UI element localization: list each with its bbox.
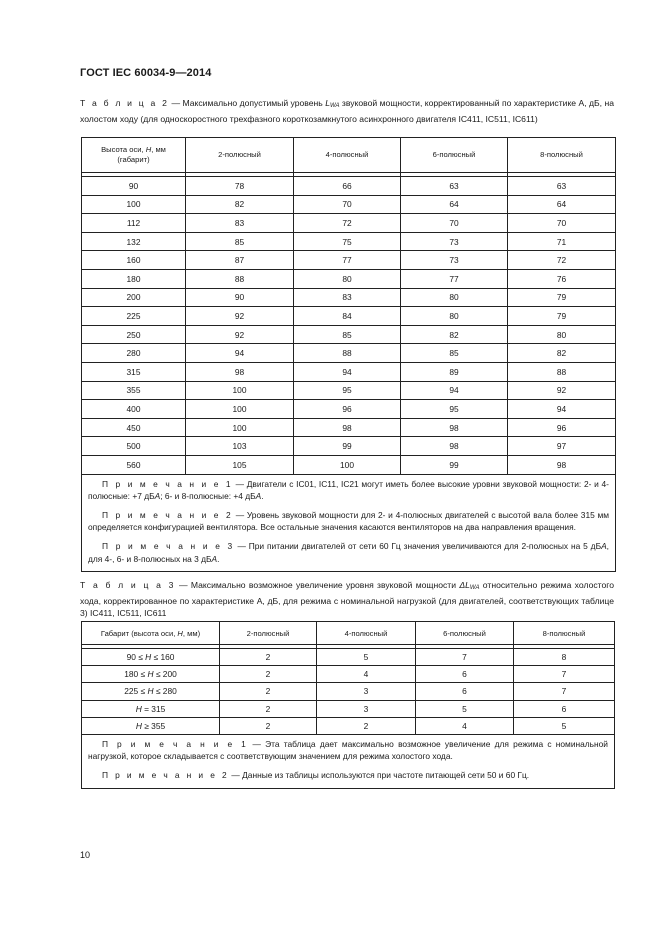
height-cell: 450 (82, 418, 186, 437)
table-row (82, 455, 616, 474)
height-cell: 250 (82, 325, 186, 344)
value-cell: 78 (186, 177, 294, 196)
range-var: H (145, 652, 152, 663)
value-cell: 7 (514, 666, 615, 683)
table2-header-row (82, 138, 616, 173)
size-range-cell (82, 717, 220, 734)
value-cell: 82 (401, 325, 508, 344)
header-text: Высота оси, (101, 145, 146, 154)
note-label: П р и м е ч а н и е 1 (102, 478, 233, 489)
value-cell: 63 (401, 177, 508, 196)
table2-header-8pole: 8-полюсный (508, 138, 616, 173)
note-label: П р и м е ч а н и е 2 (102, 770, 230, 781)
value-cell: 2 (317, 717, 416, 734)
table3-caption-label: Т а б л и ц а 3 (80, 580, 176, 590)
value-cell: 95 (294, 381, 401, 400)
table2-caption (80, 97, 614, 125)
table-row (82, 344, 616, 363)
table2-notes (82, 474, 616, 571)
value-cell: 3 (317, 683, 416, 700)
value-cell: 103 (186, 437, 294, 456)
header-var: H (177, 628, 183, 638)
height-cell: 225 (82, 307, 186, 326)
value-cell: 72 (294, 214, 401, 233)
value-cell: 85 (186, 232, 294, 251)
value-cell: 96 (294, 400, 401, 419)
table3-note-2 (88, 769, 608, 781)
value-cell: 64 (508, 195, 616, 214)
value-cell: 66 (294, 177, 401, 196)
value-cell: 70 (401, 214, 508, 233)
value-cell: 83 (294, 288, 401, 307)
range-end: = 315 (141, 703, 166, 714)
header-text-line2: (габарит) (117, 155, 150, 164)
range-end: ≤ 200 (153, 669, 177, 680)
table3-note-1 (88, 738, 608, 762)
height-cell: 400 (82, 400, 186, 419)
value-cell: 95 (401, 400, 508, 419)
table3-header-4pole: 4-полюсный (317, 622, 416, 645)
table2 (81, 137, 616, 572)
table-row (82, 325, 616, 344)
note-text: , для 4-, 6- и 8-полюсных на 3 дБ (88, 541, 609, 564)
table3-caption (80, 579, 614, 620)
range-var: H (135, 703, 142, 714)
value-cell: 87 (186, 251, 294, 270)
value-cell: 105 (186, 455, 294, 474)
value-cell: 94 (401, 381, 508, 400)
table2-caption-part1: — Максимально допустимый уровень (169, 98, 326, 108)
value-cell: 88 (294, 344, 401, 363)
value-cell: 63 (508, 177, 616, 196)
header-text-end: , мм (151, 145, 166, 154)
value-cell: 82 (186, 195, 294, 214)
value-cell: 2 (220, 649, 317, 666)
range-end: ≤ 160 (151, 652, 175, 663)
note-label: П р и м е ч а н и е 1 (102, 738, 249, 749)
value-cell: 98 (401, 437, 508, 456)
value-cell: 98 (508, 455, 616, 474)
table2-header-height (82, 138, 186, 173)
height-cell: 280 (82, 344, 186, 363)
value-cell: 6 (416, 683, 514, 700)
value-cell: 96 (508, 418, 616, 437)
table-row (82, 362, 616, 381)
range-var: H (147, 669, 154, 680)
table-row (82, 269, 616, 288)
table2-caption-part2: звуковой мощности, корректированный по характеристике А, дБ, на холостом ходу (для односкоростного трехфазного короткозамкнутого асинхронного двигателя IC411, IC511, IC611) (80, 98, 614, 124)
table3-caption-symbol-sub: WA (469, 585, 480, 591)
table2-note-1 (88, 478, 609, 502)
value-cell: 92 (186, 307, 294, 326)
table3-caption-part2: относительно режима холостого хода, корректированное по характеристике А, дБ, для режима с номинальной нагрузкой (для двигателей, соответствующих таблице 3) IC411, IC511, IC611 (80, 580, 615, 618)
note-text: . (261, 490, 264, 501)
value-cell: 100 (186, 418, 294, 437)
table-row (82, 418, 616, 437)
value-cell: 8 (514, 649, 615, 666)
value-cell: 98 (294, 418, 401, 437)
table-row (82, 683, 615, 700)
value-cell: 4 (416, 717, 514, 734)
note-text: — Двигатели с IC01, IC11, IC21 могут иметь более высокие уровни звуковой мощности: 2- и 4-полюсные: +7 дБ (88, 478, 609, 501)
value-cell: 90 (186, 288, 294, 307)
table-row (82, 717, 615, 734)
value-cell: 5 (514, 717, 615, 734)
table3-header-6pole: 6-полюсный (416, 622, 514, 645)
value-cell: 7 (514, 683, 615, 700)
height-cell: 132 (82, 232, 186, 251)
value-cell: 94 (508, 400, 616, 419)
table2-header-6pole: 6-полюсный (401, 138, 508, 173)
size-range-cell (82, 700, 220, 717)
size-range-cell (82, 666, 220, 683)
table3-caption-symbol: ΔL (459, 580, 470, 590)
value-cell: 100 (186, 400, 294, 419)
value-cell: 5 (416, 700, 514, 717)
note-text: — Данные из таблицы используются при частоте питающей сети 50 и 60 Гц. (229, 770, 530, 781)
value-cell: 5 (317, 649, 416, 666)
value-cell: 80 (401, 288, 508, 307)
table3-header-8pole: 8-полюсный (514, 622, 615, 645)
note-italic: А (255, 490, 262, 501)
table3 (81, 621, 615, 789)
value-cell: 3 (317, 700, 416, 717)
table-row (82, 307, 616, 326)
note-italic: А (154, 490, 161, 501)
table3-header-2pole: 2-полюсный (220, 622, 317, 645)
table-row (82, 214, 616, 233)
height-cell: 560 (82, 455, 186, 474)
note-text: ; 6- и 8-полюсные: +4 дБ (160, 490, 256, 501)
page-number: 10 (80, 850, 91, 860)
height-cell: 355 (82, 381, 186, 400)
table-row (82, 400, 616, 419)
table3-notes-row (82, 734, 615, 788)
value-cell: 2 (220, 700, 317, 717)
note-text: — Эта таблица дает максимально возможное увеличение для режима с номинальной нагрузкой, которое складывается с соответствующим значением для режима холостого хода. (88, 738, 608, 762)
table3-notes (82, 734, 615, 788)
value-cell: 82 (508, 344, 616, 363)
value-cell: 80 (294, 269, 401, 288)
range-start: 90 ≤ (126, 652, 146, 663)
value-cell: 75 (294, 232, 401, 251)
note-italic: А (601, 541, 607, 552)
table2-caption-symbol-sub: WA (329, 103, 340, 109)
value-cell: 98 (401, 418, 508, 437)
note-italic: А (211, 553, 218, 564)
value-cell: 94 (294, 362, 401, 381)
value-cell: 100 (294, 455, 401, 474)
table-row (82, 649, 615, 666)
table-row (82, 700, 615, 717)
table2-header-4pole: 4-полюсный (294, 138, 401, 173)
value-cell: 72 (508, 251, 616, 270)
value-cell: 80 (401, 307, 508, 326)
value-cell: 2 (220, 666, 317, 683)
table-row (82, 195, 616, 214)
value-cell: 85 (294, 325, 401, 344)
table3-header-size (82, 622, 220, 645)
note-text: . (217, 553, 220, 564)
note-label: П р и м е ч а н и е 2 (102, 509, 234, 520)
value-cell: 79 (508, 307, 616, 326)
table2-note-3 (88, 540, 609, 564)
range-end: ≥ 355 (141, 720, 166, 731)
height-cell: 160 (82, 251, 186, 270)
height-cell: 180 (82, 269, 186, 288)
table-row (82, 288, 616, 307)
table-row (82, 437, 616, 456)
height-cell: 200 (82, 288, 186, 307)
value-cell: 100 (186, 381, 294, 400)
document-header: ГОСТ IEC 60034-9—2014 (80, 67, 212, 79)
value-cell: 73 (401, 232, 508, 251)
value-cell: 6 (514, 700, 615, 717)
value-cell: 88 (508, 362, 616, 381)
note-label: П р и м е ч а н и е 3 (102, 541, 235, 552)
value-cell: 94 (186, 344, 294, 363)
value-cell: 6 (416, 666, 514, 683)
table2-notes-row (82, 474, 616, 571)
range-var: H (147, 686, 154, 697)
value-cell: 73 (401, 251, 508, 270)
value-cell: 77 (294, 251, 401, 270)
value-cell: 92 (508, 381, 616, 400)
range-end: ≤ 280 (153, 686, 177, 697)
size-range-cell (82, 683, 220, 700)
table2-caption-symbol: L (325, 98, 330, 108)
value-cell: 70 (294, 195, 401, 214)
value-cell: 7 (416, 649, 514, 666)
value-cell: 71 (508, 232, 616, 251)
height-cell: 315 (82, 362, 186, 381)
table-row (82, 177, 616, 196)
value-cell: 89 (401, 362, 508, 381)
range-var: H (135, 720, 142, 731)
height-cell: 90 (82, 177, 186, 196)
table-row (82, 232, 616, 251)
value-cell: 2 (220, 717, 317, 734)
value-cell: 64 (401, 195, 508, 214)
value-cell: 97 (508, 437, 616, 456)
height-cell: 500 (82, 437, 186, 456)
table3-header-row (82, 622, 615, 645)
value-cell: 92 (186, 325, 294, 344)
value-cell: 98 (186, 362, 294, 381)
value-cell: 84 (294, 307, 401, 326)
value-cell: 85 (401, 344, 508, 363)
size-range-cell (82, 649, 220, 666)
value-cell: 99 (294, 437, 401, 456)
value-cell: 83 (186, 214, 294, 233)
header-text-end: , мм) (182, 628, 201, 638)
range-start: 225 ≤ (124, 686, 148, 697)
value-cell: 2 (220, 683, 317, 700)
value-cell: 88 (186, 269, 294, 288)
table-row (82, 381, 616, 400)
table3-caption-part1: — Максимально возможное увеличение уровня звуковой мощности (175, 580, 460, 590)
value-cell: 76 (508, 269, 616, 288)
value-cell: 70 (508, 214, 616, 233)
value-cell: 99 (401, 455, 508, 474)
table2-caption-label: Т а б л и ц а 2 (80, 98, 170, 108)
value-cell: 4 (317, 666, 416, 683)
value-cell: 79 (508, 288, 616, 307)
table-row (82, 251, 616, 270)
height-cell: 100 (82, 195, 186, 214)
table2-header-2pole: 2-полюсный (186, 138, 294, 173)
header-text: Габарит (высота оси, (100, 628, 178, 638)
table-row (82, 666, 615, 683)
height-cell: 112 (82, 214, 186, 233)
value-cell: 77 (401, 269, 508, 288)
range-start: 180 ≤ (124, 669, 148, 680)
header-var: H (145, 145, 152, 154)
note-text: — Уровень звуковой мощности для 2- и 4-полюсных двигателей с высотой вала более 315 мм определяется конфигурацией вентилятора. Все остальные значения касаются вентиляторов на два направления вращения. (88, 509, 609, 533)
value-cell: 80 (508, 325, 616, 344)
note-text: — При питании двигателей от сети 60 Гц значения увеличиваются для 2-полюсных на 5 дБ (234, 541, 602, 552)
table2-note-2 (88, 509, 609, 533)
